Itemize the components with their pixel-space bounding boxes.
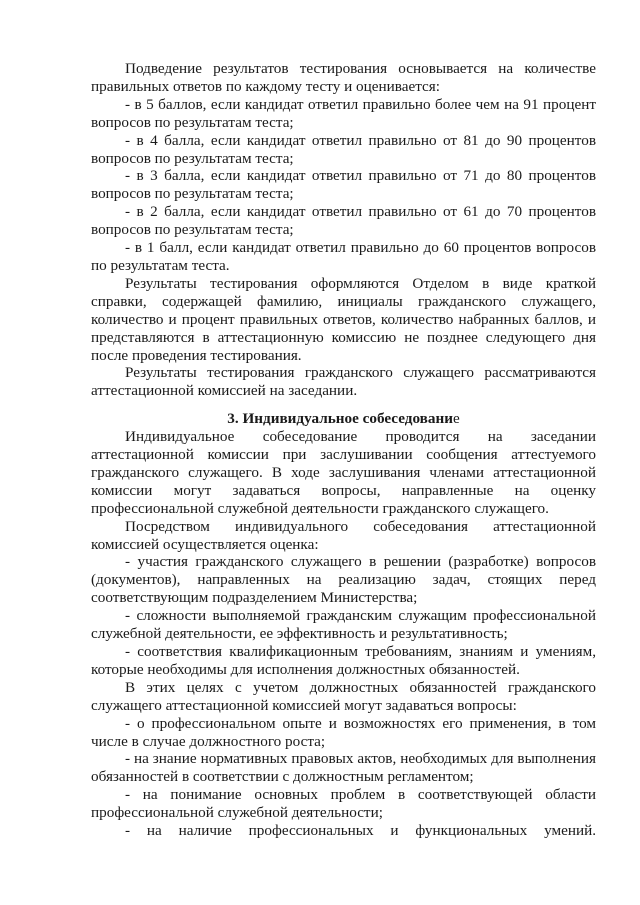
list-item: - в 4 балла, если кандидат ответил правильно от 81 до 90 процентов вопросов по результатам теста; (91, 131, 596, 167)
list-item: - в 3 балла, если кандидат ответил правильно от 71 до 80 процентов вопросов по результатам теста; (91, 167, 596, 203)
paragraph: Результаты тестирования гражданского служащего рассматриваются аттестационной комиссией на заседании. (91, 364, 596, 400)
section-heading (91, 410, 596, 428)
list-item: - на наличие профессиональных и функциональных умений. (125, 822, 596, 840)
list-item: - в 2 балла, если кандидат ответил правильно от 61 до 70 процентов вопросов по результатам теста; (91, 203, 596, 239)
list-item: - о профессиональном опыте и возможностях его применения, в том числе в случае должностного роста; (91, 714, 596, 750)
section-heading-text: 3. Индивидуальное собеседовани (227, 410, 453, 428)
paragraph: В этих целях с учетом должностных обязанностей гражданского служащего аттестационной комиссией могут задаваться вопросы: (91, 678, 596, 714)
paragraph: Подведение результатов тестирования основывается на количестве правильных ответов по каждому тесту и оценивается: (91, 60, 596, 95)
paragraph: Индивидуальное собеседование проводится на заседании аттестационной комиссии при заслушивании сообщения аттестуемого гражданского служащего. В ходе заслушивания членами аттестационной комиссии могут задаваться вопросы, направленные на оценку профессиональной служебной деятельности гражданского служащего. (91, 428, 596, 517)
list-item: - в 5 баллов, если кандидат ответил правильно более чем на 91 процент вопросов по результатам теста; (91, 95, 596, 131)
list-item: - соответствия квалификационным требованиям, знаниям и умениям, которые необходимы для исполнения должностных обязанностей. (91, 643, 596, 678)
list-item: - в 1 балл, если кандидат ответил правильно до 60 процентов вопросов по результатам теста. (91, 239, 596, 274)
list-item: - на знание нормативных правовых актов, необходимых для выполнения обязанностей в соответствии с должностным регламентом; (91, 750, 596, 786)
section-heading-tail: е (452, 410, 460, 428)
list-item: - участия гражданского служащего в решении (разработке) вопросов (документов), направленных на реализацию задач, стоящих перед соответствующим подразделением Министерства; (91, 553, 596, 607)
list-item: - на понимание основных проблем в соответствующей области профессиональной служебной деятельности; (91, 786, 596, 822)
paragraph: Результаты тестирования оформляются Отделом в виде краткой справки, содержащей фамилию, инициалы гражданского служащего, количество и процент правильных ответов, количество набранных баллов, и представляются в аттестационную комиссию не позднее следующего дня после проведения тестирования. (91, 274, 596, 364)
list-item: - сложности выполняемой гражданским служащим профессиональной служебной деятельности, ее эффективность и результативность; (91, 607, 596, 643)
paragraph: Посредством индивидуального собеседования аттестационной комиссией осуществляется оценка: (91, 517, 596, 553)
document-page (91, 60, 596, 840)
